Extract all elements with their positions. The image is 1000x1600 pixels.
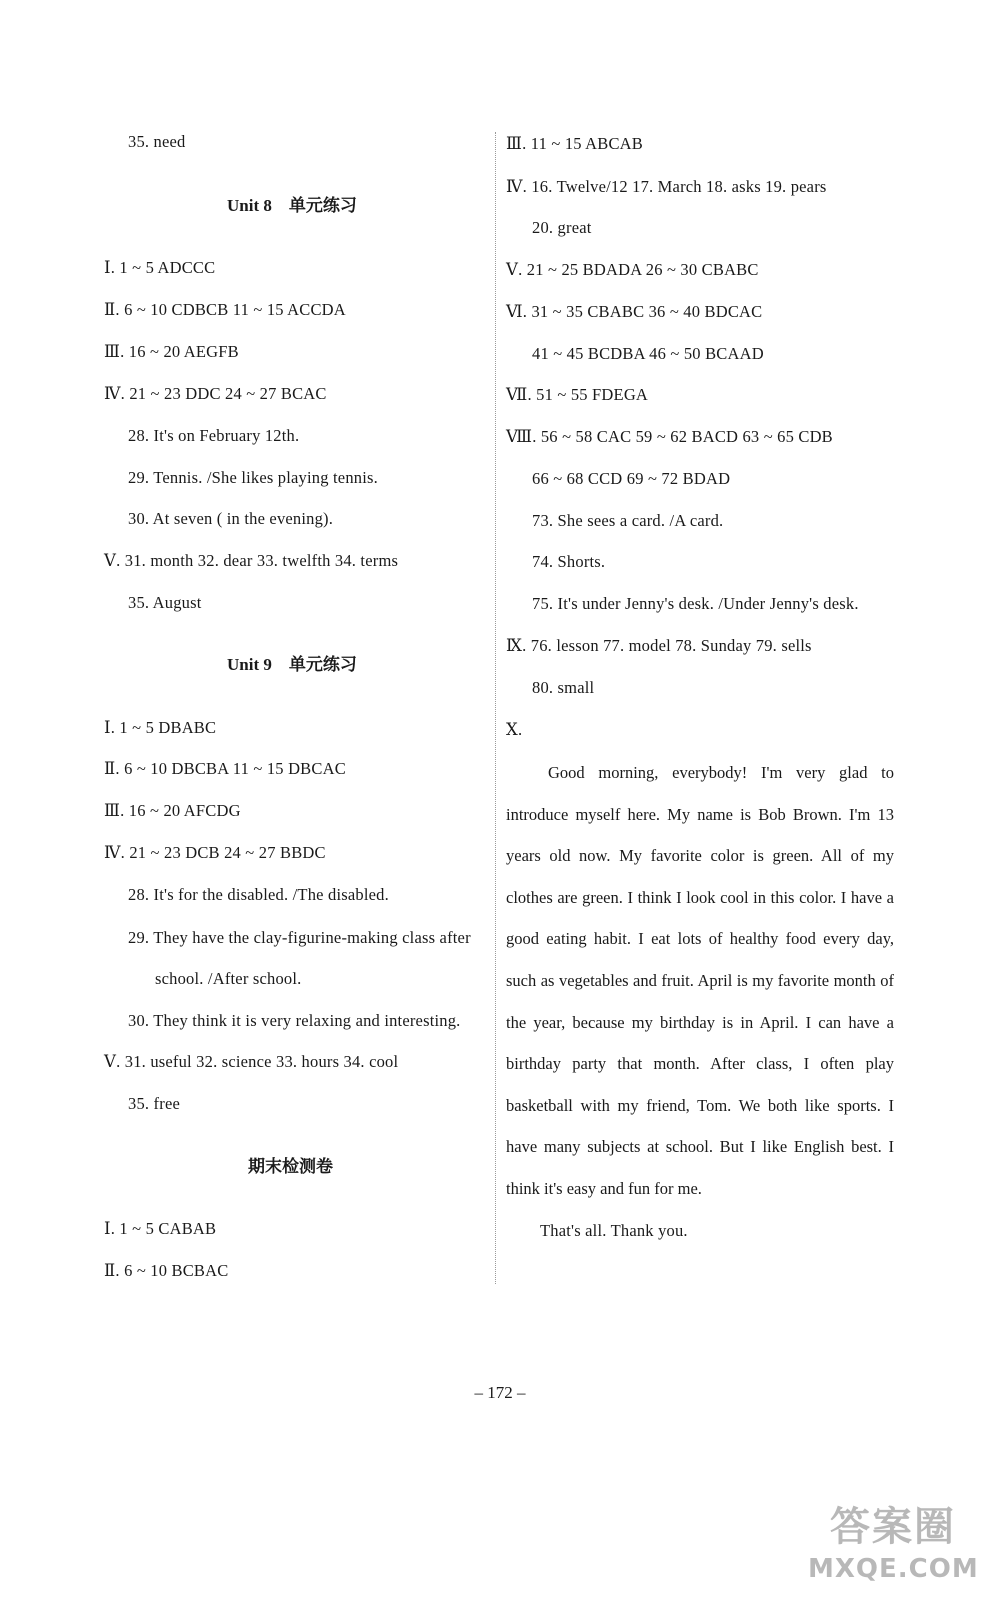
- answer-line: 66 ~ 68 CCD 69 ~ 72 BDAD: [532, 469, 731, 488]
- watermark-logo: [808, 1502, 978, 1594]
- answer-line: 35. free: [128, 1094, 180, 1113]
- answer-line: Ⅹ.: [506, 720, 523, 739]
- section-heading-final-exam: 期末检测卷: [248, 1157, 333, 1176]
- answer-line: 80. small: [532, 678, 595, 697]
- watermark-mark: 答案圈: [830, 1504, 956, 1550]
- answer-line: Ⅱ. 6 ~ 10 DBCBA 11 ~ 15 DBCAC: [104, 759, 346, 778]
- page-number: – 172 –: [474, 1383, 526, 1402]
- answer-line: Ⅴ. 31. month 32. dear 33. twelfth 34. terms: [104, 551, 399, 570]
- answer-line: Ⅳ. 21 ~ 23 DDC 24 ~ 27 BCAC: [104, 384, 327, 403]
- essay-paragraph: Good morning, everybody! I'm very glad to introduce myself here. My name is Bob Brown. I'm 13 years old now. My favorite color is green. All of my clothes are green. I think I look cool in this color. I have a good eating habit. I eat lots of healthy food every day, such as vegetables and fruit. April is my favorite month of the year, because my birthday is in April. I can have a birthday party that month. After class, I often play basketball with my friend, Tom. We both like sports. I have many subjects at school. But I like English best. I think it's easy and fun for me.: [506, 763, 894, 1198]
- answer-line: 73. She sees a card. /A card.: [532, 511, 724, 530]
- answer-line: Ⅸ. 76. lesson 77. model 78. Sunday 79. sells: [506, 636, 812, 655]
- answer-line: Ⅰ. 1 ~ 5 ADCCC: [104, 258, 216, 277]
- answer-line: 29. They have the clay-figurine-making class after: [128, 928, 471, 947]
- column-divider: [495, 132, 496, 1284]
- answer-line: 30. At seven ( in the evening).: [128, 509, 334, 528]
- answer-line: Ⅰ. 1 ~ 5 DBABC: [104, 718, 217, 737]
- answer-line: Ⅳ. 21 ~ 23 DCB 24 ~ 27 BBDC: [104, 843, 326, 862]
- essay-closing: That's all. Thank you.: [540, 1221, 688, 1240]
- answer-line: Ⅷ. 56 ~ 58 CAC 59 ~ 62 BACD 63 ~ 65 CDB: [506, 427, 833, 446]
- answer-line: Ⅳ. 16. Twelve/12 17. March 18. asks 19. pears: [506, 177, 827, 196]
- answer-line: 28. It's for the disabled. /The disabled.: [128, 885, 389, 904]
- answer-line: Ⅵ. 31 ~ 35 CBABC 36 ~ 40 BDCAC: [506, 302, 763, 321]
- answer-line: Ⅲ. 16 ~ 20 AFCDG: [104, 801, 241, 820]
- answer-line: 41 ~ 45 BCDBA 46 ~ 50 BCAAD: [532, 344, 764, 363]
- answer-line: school. /After school.: [155, 969, 302, 988]
- answer-line: 35. need: [128, 132, 186, 151]
- answer-line: Ⅱ. 6 ~ 10 CDBCB 11 ~ 15 ACCDA: [104, 300, 346, 319]
- answer-line: 20. great: [532, 218, 592, 237]
- answer-line: Ⅴ. 21 ~ 25 BDADA 26 ~ 30 CBABC: [506, 260, 759, 279]
- answer-line: Ⅱ. 6 ~ 10 BCBAC: [104, 1261, 229, 1280]
- section-heading-unit9: Unit 9 单元练习: [227, 655, 357, 674]
- answer-line: Ⅴ. 31. useful 32. science 33. hours 34. cool: [104, 1052, 399, 1071]
- answer-line: 75. It's under Jenny's desk. /Under Jenny's desk.: [532, 594, 859, 613]
- answer-line: 29. Tennis. /She likes playing tennis.: [128, 468, 378, 487]
- watermark-site: MXQE.COM: [808, 1554, 979, 1584]
- answer-line: 28. It's on February 12th.: [128, 426, 300, 445]
- section-heading-unit8: Unit 8 单元练习: [227, 196, 357, 215]
- answer-line: 35. August: [128, 593, 202, 612]
- answer-line: Ⅶ. 51 ~ 55 FDEGA: [506, 385, 649, 404]
- answer-line: Ⅰ. 1 ~ 5 CABAB: [104, 1219, 217, 1238]
- answer-line: Ⅲ. 11 ~ 15 ABCAB: [506, 134, 643, 153]
- answer-line: 30. They think it is very relaxing and interesting.: [128, 1011, 461, 1030]
- answer-line: Ⅲ. 16 ~ 20 AEGFB: [104, 342, 239, 361]
- answer-line: 74. Shorts.: [532, 552, 606, 571]
